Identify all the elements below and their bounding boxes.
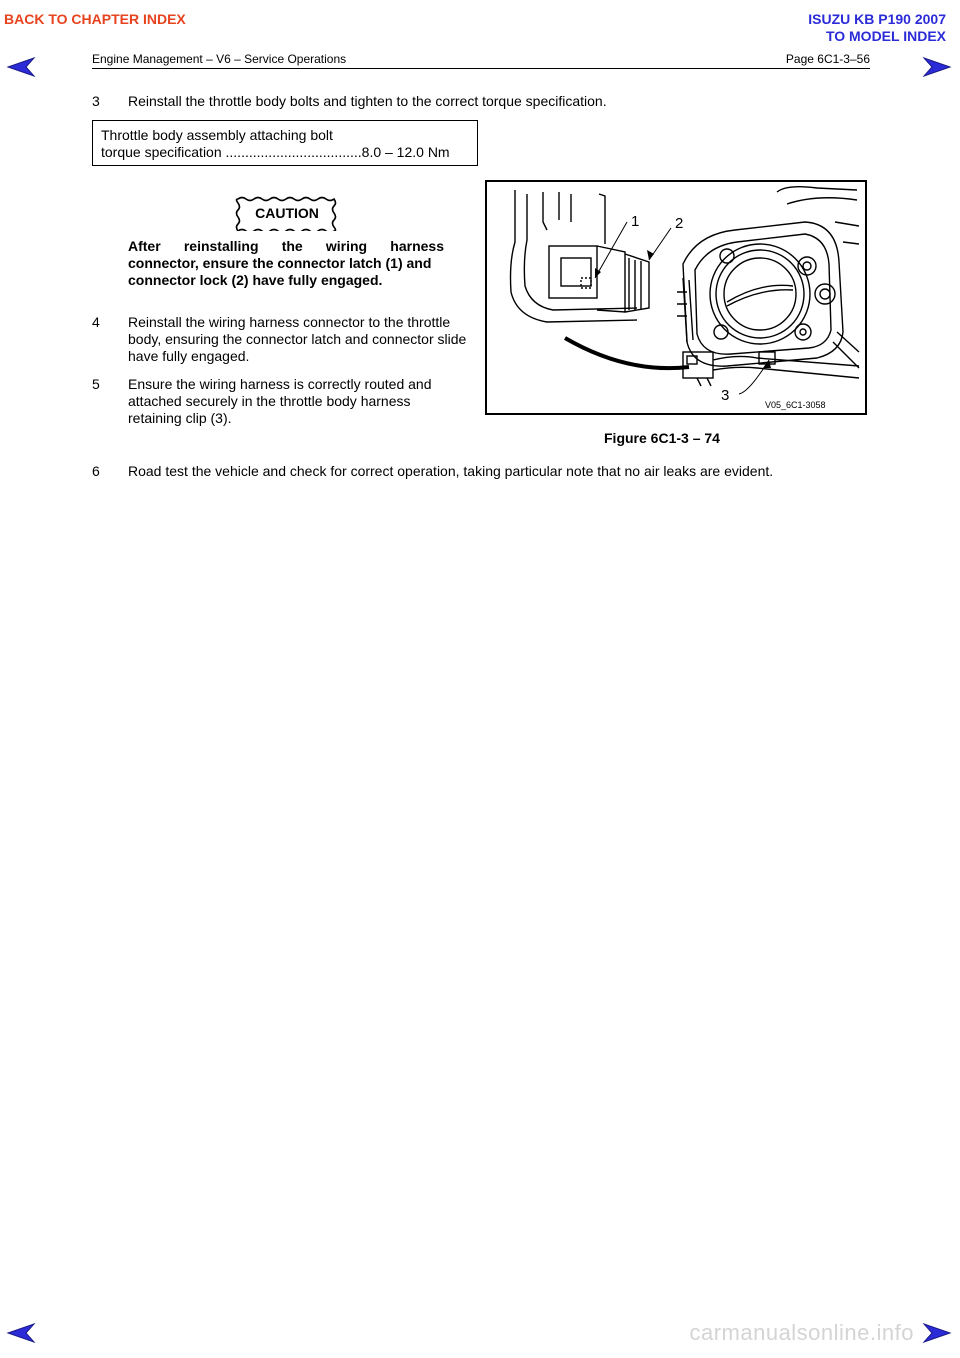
spec-line-2: torque specification ...................................8.0 – 12.0 Nm [101, 144, 450, 160]
previous-page-bottom-arrow-icon[interactable] [6, 1322, 36, 1344]
header-page-number: Page 6C1-3–56 [785, 52, 870, 66]
header-divider [92, 68, 870, 69]
figure-caption: Figure 6C1-3 – 74 [604, 430, 720, 446]
caution-word: After [128, 238, 161, 254]
step-number: 5 [92, 376, 100, 392]
caution-word: wiring [325, 238, 368, 254]
caution-line-3: connector lock (2) have fully engaged. [128, 272, 383, 288]
step-text [128, 314, 466, 365]
step-number: 3 [92, 93, 100, 109]
caution-word: the [281, 238, 303, 254]
to-model-index-label: TO MODEL INDEX [825, 28, 946, 44]
step-text-line: Reinstall the wiring harness connector to the throttle [128, 314, 451, 330]
callout-3: 3 [721, 387, 730, 404]
step-number: 4 [92, 314, 100, 330]
step-text-line: have fully engaged. [128, 348, 250, 364]
step-text-line: attached securely in the throttle body harness [128, 393, 411, 409]
spec-line-1: Throttle body assembly attaching bolt [101, 127, 333, 143]
caution-word: harness [390, 238, 444, 254]
throttle-body-figure [485, 180, 867, 415]
figure-image-id: V05_6C1-3058 [765, 400, 826, 410]
back-to-chapter-index-link[interactable]: BACK TO CHAPTER INDEX [4, 11, 186, 27]
next-page-bottom-arrow-icon[interactable] [922, 1322, 952, 1344]
model-title: ISUZU KB P190 2007 [808, 11, 946, 27]
step-text-line: body, ensuring the connector latch and connector slide [128, 331, 467, 347]
caution-line-1 [128, 238, 444, 255]
throttle-body-illustration [487, 182, 865, 413]
model-index-link[interactable] [808, 11, 946, 45]
step-text-line: retaining clip (3). [128, 410, 232, 426]
watermark: carmanualsonline.info [689, 1320, 914, 1345]
step-3 [92, 93, 892, 110]
header-section-title: Engine Management – V6 – Service Operations [92, 52, 347, 66]
caution-body [128, 238, 444, 289]
step-4 [92, 314, 482, 365]
caution-label: CAUTION [255, 205, 319, 221]
previous-page-arrow-icon[interactable] [6, 56, 36, 78]
callout-1: 1 [631, 213, 640, 230]
step-6 [92, 463, 912, 480]
step-text [128, 376, 431, 427]
torque-spec-box [92, 120, 478, 166]
step-text: Reinstall the throttle body bolts and tighten to the correct torque specification. [128, 93, 607, 109]
next-page-arrow-icon[interactable] [922, 56, 952, 78]
callout-2: 2 [675, 215, 684, 232]
caution-line-2: connector, ensure the connector latch (1) and [128, 255, 432, 271]
step-5 [92, 376, 482, 427]
step-text-line: Ensure the wiring harness is correctly routed and [128, 376, 432, 392]
caution-badge [234, 195, 340, 231]
step-number: 6 [92, 463, 100, 479]
step-text: Road test the vehicle and check for correct operation, taking particular note that no air leaks are evident. [128, 463, 774, 479]
caution-word: reinstalling [183, 238, 259, 254]
